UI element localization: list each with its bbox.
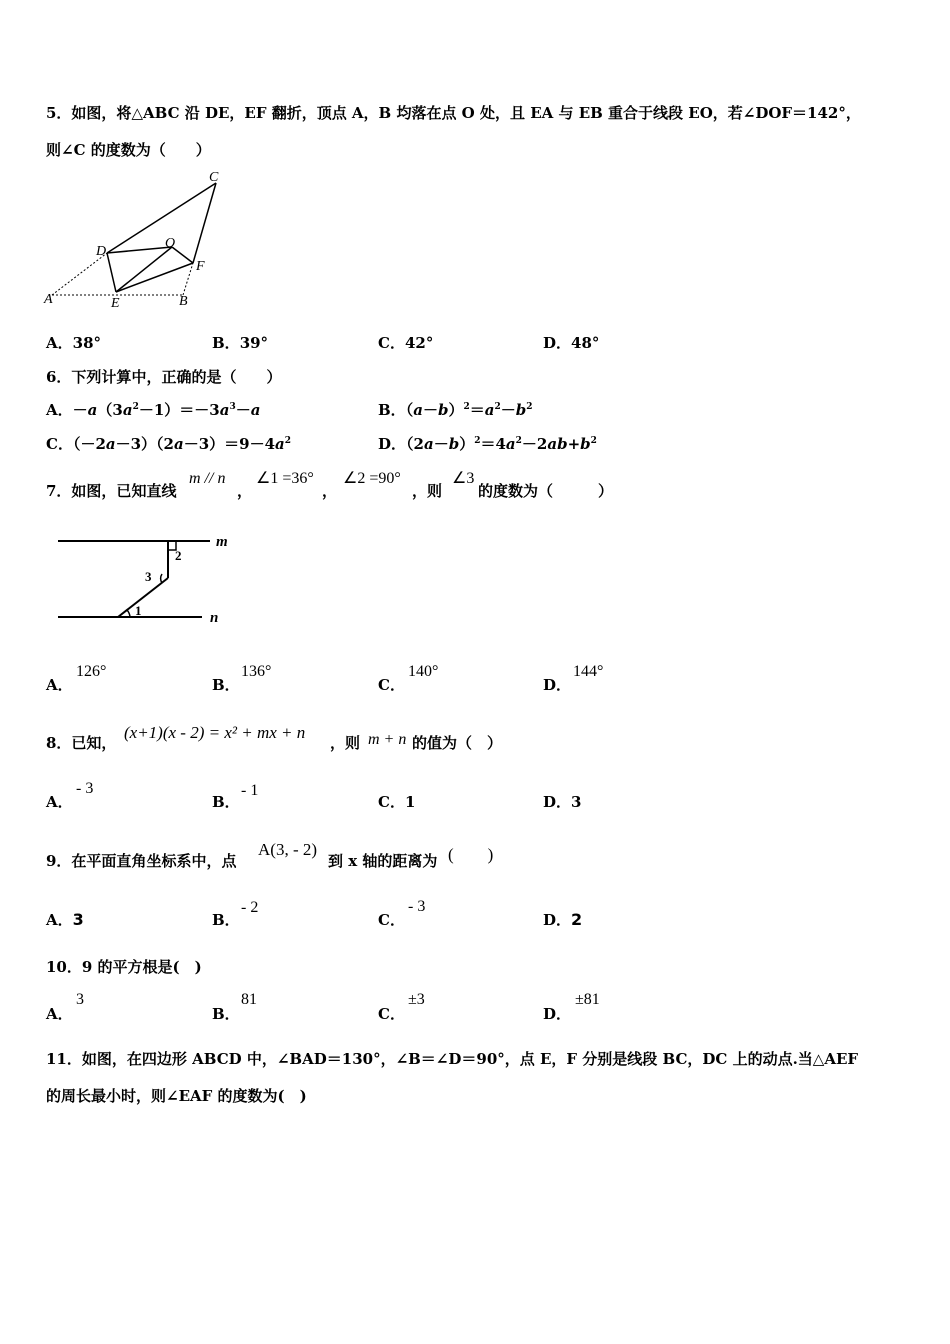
q8-stem-prefix: 8．已知， [46,734,117,752]
q5-option-a: A．38° [46,334,102,352]
q5-option-d: D．48° [543,334,600,352]
q6-stem: 6．下列计算中，正确的是（ ） [46,368,282,386]
q5-line-de [107,253,116,292]
q7-angle3-mark [161,574,162,583]
q9-paren: ( ) [448,845,494,864]
q7-sep2: ， [322,482,338,500]
q8-option-a-value: - 3 [76,780,94,797]
q5-label-a: A [44,292,53,307]
q10-option-a-letter: A． [46,1005,73,1023]
q7-sep3: ，则 [412,482,443,500]
q7-option-a-value: 126° [76,663,107,680]
q10-option-a-value: 3 [76,991,84,1008]
q6-option-b: B．$(a-b)^2=a^2-b^2$ [378,401,533,419]
q5-label-e: E [111,296,120,311]
q10-option-b-value: 81 [241,991,257,1008]
q7-option-b-letter: B． [212,676,240,694]
q5-line-eo [116,247,172,292]
q9-option-a: A．3 [46,910,84,929]
q7-cond-angle2: ∠2 =90° [343,470,401,487]
q7-option-c-value: 140° [408,663,439,680]
q8-stem-suffix: 的值为（ ） [412,734,503,752]
q9-option-c-value: - 3 [408,898,426,915]
q8-option-c: C．1 [378,793,416,811]
q5-label-f: F [196,259,205,274]
q7-cond-parallel: m // n [189,470,226,487]
q10-option-b-letter: B． [212,1005,240,1023]
q5-label-d: D [96,244,107,259]
q10-option-c-letter: C． [378,1005,405,1023]
q5-line-ad [52,253,107,295]
q5-stem-line1: 5．如图，将△ABC 沿 DE，EF 翻折，顶点 A，B 均落在点 O 处，且 EA 与 EB 重合于线段 EO，若∠DOF＝142°， [46,104,861,122]
q7-figure [50,528,250,628]
q8-option-d: D．3 [543,793,582,811]
q9-stem-prefix: 9．在平面直角坐标系中，点 [46,852,237,870]
q11-stem-line2: 的周长最小时，则∠EAF 的度数为( ) [46,1087,307,1105]
q5-line-of [172,247,193,263]
q5-option-c: C．42° [378,334,434,352]
q7-cond-angle1: ∠1 =36° [256,470,314,487]
q5-label-b: B [179,294,188,309]
q9-stem-suffix: 到 x 轴的距离为 [328,852,438,870]
q7-target-angle3: ∠3 [452,470,475,487]
q8-option-b-letter: B． [212,793,240,811]
q5-option-b: B．39° [212,334,269,352]
q10-option-d-value: ±81 [575,991,600,1008]
q6-option-c: C．$(-2a-3)(2a-3)=9-4a^2$ [46,435,292,453]
q5-figure [40,165,240,315]
q7-option-a-letter: A． [46,676,73,694]
q6-option-d: D．$(2a-b)^2=4a^2-2ab+b^2$ [378,435,597,453]
q8-expr: m + n [368,731,407,748]
q10-stem: 10．9 的平方根是( ) [46,958,202,976]
q7-label-1: 1 [135,603,142,618]
q7-stem-suffix: 的度数为（ ） [478,482,614,500]
q8-option-a-letter: A． [46,793,73,811]
q5-line-ef [116,263,193,292]
q9-option-d: D．2 [543,910,583,929]
q9-point: A(3, - 2) [258,840,318,859]
q8-equation: (x+1)(x - 2) = x² + mx + n [124,723,306,742]
q5-stem-line2: 则∠C 的度数为（ ） [46,141,211,159]
q11-stem-line1: 11．如图，在四边形 ABCD 中，∠BAD＝130°，∠B＝∠D＝90°，点 E，F 分别是线段 BC，DC 上的动点.当△AEF [46,1050,859,1068]
q7-segment-lower [118,578,168,617]
q7-stem-prefix: 7．如图，已知直线 [46,482,177,500]
q7-option-d-value: 144° [573,663,604,680]
q10-option-c-value: ±3 [408,991,425,1008]
q10-option-d-letter: D． [543,1005,572,1023]
q5-line-bf [183,263,193,295]
q7-label-2: 2 [175,548,182,563]
q5-line-do [107,247,172,253]
q8-option-b-value: - 1 [241,782,259,799]
q9-option-b-letter: B． [212,911,240,929]
q7-sep1: ， [237,482,253,500]
q5-label-c: C [209,170,219,185]
q9-option-b-value: - 2 [241,899,259,916]
q7-option-c-letter: C． [378,676,405,694]
q9-option-c-letter: C． [378,911,405,929]
q7-option-d-letter: D． [543,676,572,694]
q8-stem-mid: ，则 [330,734,361,752]
q7-label-m: m [216,534,228,550]
q7-label-n: n [210,610,219,626]
q6-option-a: A．$-a(3a^2-1)=-3a^3-a$ [46,401,261,419]
q7-label-3: 3 [145,569,152,584]
q7-angle1-mark [127,610,130,617]
q5-label-o: O [165,236,176,251]
q7-option-b-value: 136° [241,663,272,680]
